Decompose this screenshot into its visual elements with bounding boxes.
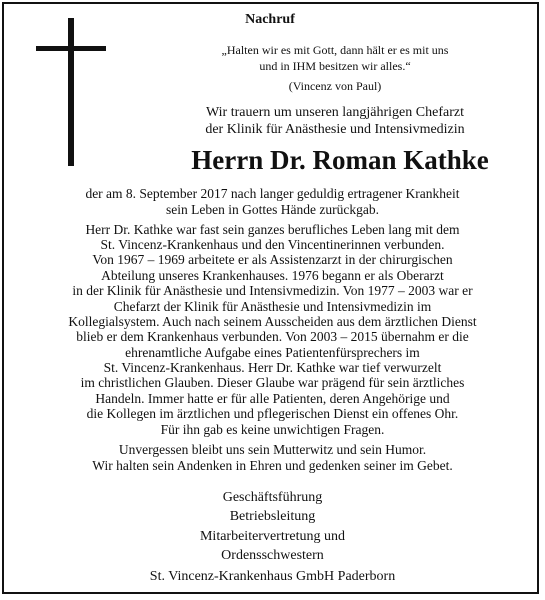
body-line: Herr Dr. Kathke war fast sein ganzes berufliches Leben lang mit dem	[85, 222, 460, 237]
body-line: Handeln. Immer hatte er für alle Patienten, deren Angehörige und	[95, 391, 450, 406]
body-line: der am 8. September 2017 nach langer geduldig ertragener Krankheit	[85, 186, 460, 201]
body-line: in der Klinik für Anästhesie und Intensivmedizin. Von 1977 – 2003 war er	[72, 283, 473, 298]
obituary-heading: Nachruf	[245, 12, 295, 27]
body-line: sein Leben in Gottes Hände zurückgab.	[166, 202, 379, 217]
intro-line: Wir trauern um unseren langjährigen Chefarzt	[206, 105, 464, 120]
body-line: die Kollegen im ärztlichen und pflegerischen Dienst ein offenes Ohr.	[86, 406, 459, 421]
body-line: St. Vincenz-Krankenhaus und den Vincentinerinnen verbunden.	[100, 237, 445, 252]
body-line: St. Vincenz-Krankenhaus. Herr Dr. Kathke war tief verwurzelt	[103, 360, 442, 375]
quote-line: „Halten wir es mit Gott, dann hält er es mit uns	[221, 43, 449, 57]
signature-line: Ordensschwestern	[221, 548, 324, 563]
signature-line: Geschäftsführung	[222, 490, 323, 505]
quote-line: und in IHM besitzen wir alles.“	[259, 59, 411, 73]
body-line: Kollegialsystem. Auch nach seinem Ausscheiden aus dem ärztlichen Dienst	[68, 314, 477, 329]
body-line: blieb er dem Krankenhaus verbunden. Von 2003 – 2015 übernahm er die	[76, 329, 469, 344]
signature-line: Betriebsleitung	[229, 509, 316, 524]
body-line: Unvergessen bleibt uns sein Mutterwitz und sein Humor.	[118, 442, 427, 457]
cross-icon-bar	[36, 46, 106, 51]
signature-line: Mitarbeitervertretung und	[199, 529, 345, 544]
body-line: im christlichen Glauben. Dieser Glaube war prägend für sein ärztliches	[80, 375, 465, 390]
body-line: Von 1967 – 1969 arbeitete er als Assistenzarzt in der chirurgischen	[92, 252, 453, 267]
body-line: ehrenamtliche Aufgabe eines Patientenfürsprechers im	[125, 345, 420, 360]
body-line: Wir halten sein Andenken in Ehren und gedenken seiner im Gebet.	[92, 458, 453, 473]
body-line: Chefarzt der Klinik für Anästhesie und Intensivmedizin im	[113, 299, 432, 314]
hospital-name: St. Vincenz-Krankenhaus GmbH Paderborn	[149, 569, 396, 584]
body-line: Abteilung unseres Krankenhauses. 1976 begann er als Oberarzt	[101, 268, 444, 283]
quote-author: (Vincenz von Paul)	[288, 79, 382, 93]
cross-icon	[68, 18, 74, 166]
intro-line: der Klinik für Anästhesie und Intensivmedizin	[205, 122, 465, 137]
deceased-name: Herrn Dr. Roman Kathke	[191, 145, 489, 175]
body-line: Für ihn gab es keine unwichtigen Fragen.	[160, 422, 385, 437]
